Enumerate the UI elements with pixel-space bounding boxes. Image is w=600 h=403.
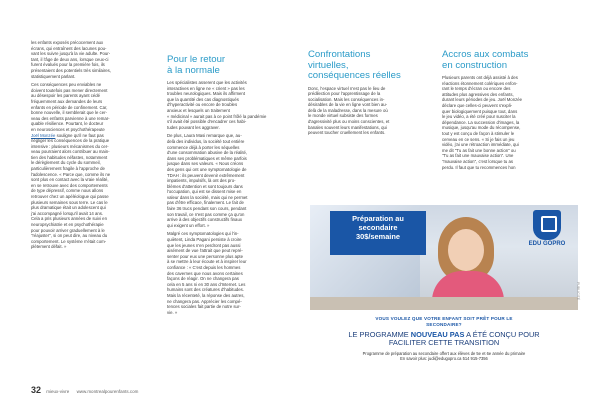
child-face [448, 229, 484, 271]
article-column-2 [167, 55, 286, 318]
paragraph: De plus, Laura Masi remarque que, au- delà des individus, la société tout entière commence déjà à porter les séquelles d'une consommation abusive de la réalité, dans ses problématiques et même parfois jusque dans ses valeurs. « Nous créons des gens qui ont une symptomatologie de TDAH : ils peuvent devenir extrêmement impatients, impulsifs, là ont des pro- blèmes d'attention et sont toujours dans l'occupation, qui est se dissent mise en valeur dans la société, mais qui ne permet pas d'être efficace, finalement. Le fait de faire 36 trucs pendant son cours, pendant son travail, ce n'est pas comme ça qu'on arrive à des objectifs constructifs finaux qui exigent un effort. » [167, 133, 248, 228]
advertisement[interactable] [310, 205, 578, 378]
paragraph-text: Ces conséquences peu enviables ne doivent toutefois pas mener directement au désespoir les parents ayant cédé fréquemment aux demandes de leurs enfants en période de confinement. Car, bonne nouvelle, il semblerait que le cer- veau des enfants parvienne à une remar- quable résilience. Pourtant, le docteur en neurosciences et psychothérapeute [31, 82, 110, 132]
ad-question: VOUS VOULEZ QUE VOTRE ENFANT SOIT PRÊT POUR LE SECONDAIRE? [375, 316, 513, 327]
section-heading: Confrontations virtuelles, conséquences réelles [308, 49, 401, 81]
article-column-1 [31, 40, 149, 253]
paragraph: Donc, l'espace virtuel n'est pas le lieu de prédilection pour l'apprentissage de la socialisation. Mais les conséquences in- désirables de la vie en ligne vont bien au- delà de la maladresse, dans la mesure où le monde virtuel subsiste des formes d'agressivité plus ou moins conscientes, et banales souvent leurs manifestations, qui peuvent toucher cruellement les enfants. [308, 85, 390, 136]
ad-headline [310, 331, 578, 348]
website-link[interactable]: www.montrealpourenfants.com [76, 389, 139, 394]
paragraph: Plusieurs parents ont déjà assisté à des réactions étonnement colériques enfon- rant le temps d'écran ou encore des attitudes plus agressives des enfants, durant leurs périodes de jeu. Joël Monzée déclare que celles-ci peuvent s'expli- quer biologiquement puisque tout, dans le jeu vidéo, a été créé pour susciter la dépendance. La succession d'images, la musique, jusqu'au mode du récompense, tout y est conçu de façon à stimuler le cerveau en ce sens. « Si je fais un jeu vidéo, j'ai une rétroaction immédiate, qui me dit "Tu as fait une bonne action" ou "Tu as fait une mauvaise action". Une "mauvaise action", c'est lorsque tu as perdu. Il faut que tu recommences hon [442, 75, 523, 170]
price-badge [330, 211, 426, 255]
article-column-3 [308, 50, 427, 139]
badge-line: secondaire [358, 223, 398, 232]
paragraph-text: souligne qu'il ne faut pas négliger les conséquences de la pratique intensive : plusieurs mécanismes du cer- veau pourraient alors contribuer au main- tien des habitudes néfastes, notamment le dérèglement du cycle du sommeil, particulièrement fragile à l'approche de l'adolescence. « Parce que, comme ils ne sont plus en contact avec la vraie réalité, en se retrouve avec des comportements de type dépressif, comme nous allons retrouver chez un apéléologue qui passe plusieurs semaines sous terre. Le cas le plus dramatique était un adolescent qui j'ai accompagné lorsqu'il avait 14 ans. Cela a pris plusieurs années de suivi en neuropsychiatrie et en psychothérapie pour pouvoir arriver graduellement à le "réajuster", si on peut dire, au niveau du comportement. Le système n'était com- plètement défait. » [31, 132, 111, 250]
badge-price: 30$/semaine [356, 232, 400, 241]
paragraph: Malgré ces symptomatologies qui l'in- quiètent, Linda Pagani persiste à croire que les jeunes n'en perdront pas aussi aisément de vue l'attrait que peut repré- senter pour eux une personne plus apte à se mettre à leur écoute et à inspirer leur confiance : « C'est depuis les hommes des cavernes que nous avons certaines façons de réagir. On ne changera pas cela en 5 ans ni en 30 ans d'Internet. Les humains sont des créatures d'habitudes. Mais la récenteté, la réponse des autres, ne changera pas. Apprécier les compé- tences sociales fait partie de notre sur- vie. » [167, 231, 247, 315]
ad-details: Programme de préparation au secondaire offert aux élèves de 5e et 6e année du primaire En savoir plus: judi@edugopro.ca 514 915-7356 [362, 350, 526, 362]
badge-line: Préparation au [352, 214, 404, 223]
article-column-4 [442, 50, 567, 173]
paragraph: Les spécialistes asserent que les activités interactives en ligne ne « crient » pas les troubles neurologiques. Mais ils affirment que la quantité des cas diagnostiqués d'hyperactivité ou encore de troubles anxieux et lesquels un traitement « médicinal » aurait pas à ce point frôlé la pandémie s'il avait été possible d'encadrer ces habi- tudes pouvant les aggraver. [167, 80, 267, 130]
paragraph: les enfants exposés précocement aux écrans, qui entraînent des lacunes pou- vant les suivre jusqu'à la vie adulte. Pour- tant, il l'âge de deux ans, lorsque ceux-ci furent évalués pour la première fois, ils présentaient des potentiels très similaires, statistiquement parlant. [31, 40, 112, 79]
page-number: 32 [31, 385, 42, 395]
headline-pre: LE PROGRAMME [348, 330, 411, 339]
shield-icon [533, 210, 561, 240]
section-heading: Pour le retour à la normale [167, 54, 226, 76]
desk [310, 297, 578, 310]
ad-photo [310, 205, 578, 310]
page-footer [31, 385, 138, 395]
paragraph [31, 82, 149, 250]
ad-label: PUBLICITÉ [576, 282, 580, 301]
headline-post: A ÉTÉ CONÇU POUR FACILITER CETTE TRANSITION [388, 330, 540, 348]
headline-program: NOUVEAU PAS [410, 330, 465, 339]
ad-text-panel [310, 310, 578, 378]
magazine-name: mieux-vivre [46, 389, 70, 394]
edugopro-logo [524, 210, 570, 256]
logo-text: EDU GOPRO [528, 241, 566, 247]
expert-name-link[interactable]: Joël Monzée [31, 132, 56, 138]
section-heading: Accros aux combats en construction [442, 49, 529, 71]
